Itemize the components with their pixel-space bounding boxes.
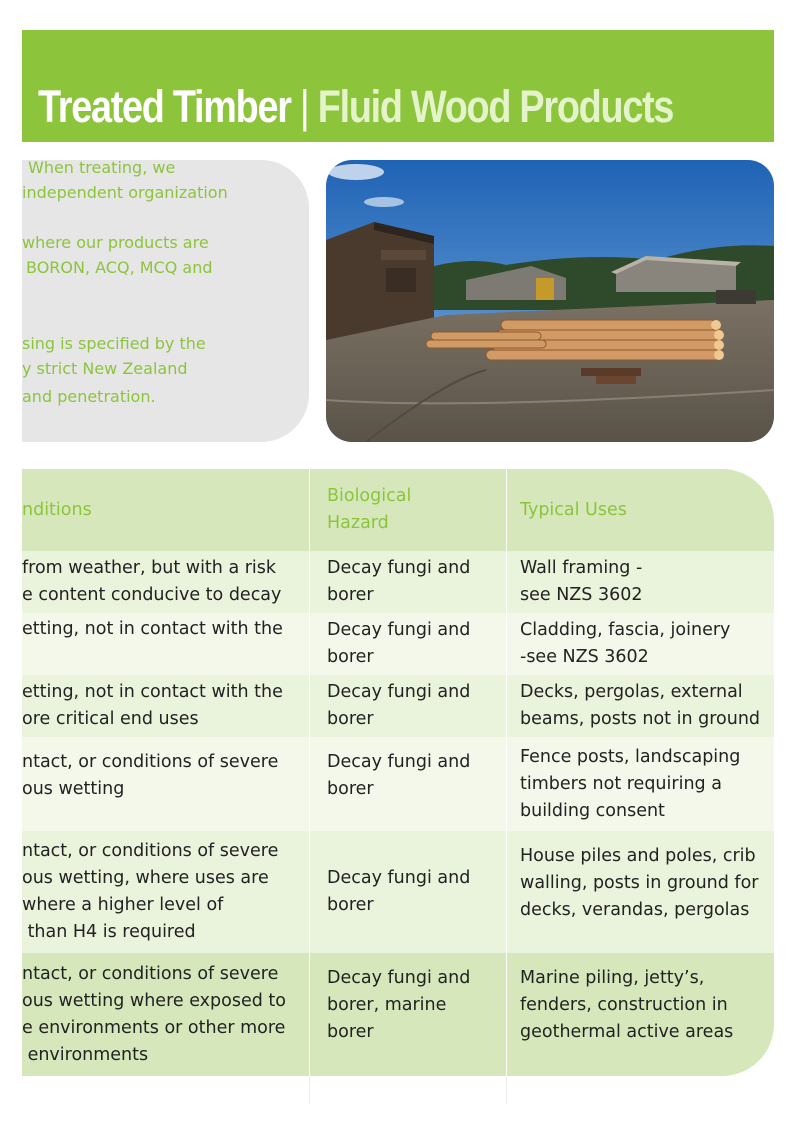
header-hazard: Biological Hazard	[327, 486, 412, 533]
cell-conditions: ntact, or conditions of severe ous wetting, where uses are where a higher level of than H4 is required	[22, 841, 279, 942]
intro-line: sing is specified by the	[22, 334, 206, 353]
column-divider	[506, 469, 507, 1076]
cell-hazard: Decay fungi and borer	[327, 868, 471, 915]
column-divider-tail	[506, 1076, 507, 1104]
cell-conditions: etting, not in contact with the ore critical end uses	[22, 682, 283, 729]
table-header-row	[22, 469, 774, 551]
cell-uses: Cladding, fascia, joinery -see NZS 3602	[520, 620, 731, 667]
cell-uses: House piles and poles, crib walling, posts in ground for decks, verandas, pergolas	[520, 846, 759, 920]
intro-line: where our products are	[22, 233, 209, 252]
cell-conditions: from weather, but with a risk e content conducive to decay	[22, 558, 282, 605]
intro-line: y strict New Zealand	[22, 359, 188, 378]
column-divider	[309, 469, 310, 1076]
cell-uses: Decks, pergolas, external beams, posts not in ground	[520, 682, 761, 729]
cell-hazard: Decay fungi and borer	[327, 752, 471, 799]
cell-conditions: ntact, or conditions of severe ous wetting	[22, 752, 279, 799]
table-row	[22, 737, 774, 831]
photo-illustration	[326, 160, 774, 442]
cell-conditions: etting, not in contact with the	[22, 619, 283, 639]
table-row	[22, 831, 774, 953]
table-row	[22, 953, 774, 1076]
cell-hazard: Decay fungi and borer, marine borer	[327, 968, 471, 1042]
header-conditions: nditions	[22, 499, 92, 520]
table-row	[22, 551, 774, 613]
cell-hazard: Decay fungi and borer	[327, 558, 471, 605]
cell-conditions: ntact, or conditions of severe ous wetting where exposed to e environments or other more environments	[22, 963, 286, 1065]
page-title	[38, 82, 673, 132]
intro-line: BORON, ACQ, MCQ and	[26, 258, 213, 277]
timber-yard-photo	[326, 160, 774, 442]
intro-line: When treating, we	[28, 160, 176, 177]
hazard-class-table	[22, 469, 774, 1076]
cell-uses: Wall framing - see NZS 3602	[520, 558, 643, 605]
title-company: Fluid Wood Products	[317, 81, 674, 132]
cell-hazard: Decay fungi and borer	[327, 620, 471, 667]
header-uses: Typical Uses	[520, 499, 627, 520]
title-banner	[22, 30, 774, 142]
table-row	[22, 675, 774, 737]
table-row	[22, 613, 774, 675]
intro-text-panel	[22, 160, 309, 442]
intro-line: and penetration.	[22, 387, 156, 406]
intro-line: independent organization	[22, 183, 228, 202]
column-divider-tail	[309, 1076, 310, 1104]
cell-uses: Marine piling, jetty’s, fenders, construction in geothermal active areas	[520, 968, 734, 1042]
title-main: Treated Timber	[38, 81, 291, 132]
cell-hazard: Decay fungi and borer	[327, 682, 471, 729]
cell-uses: Fence posts, landscaping timbers not requiring a building consent	[520, 746, 741, 821]
title-separator: |	[299, 81, 309, 132]
